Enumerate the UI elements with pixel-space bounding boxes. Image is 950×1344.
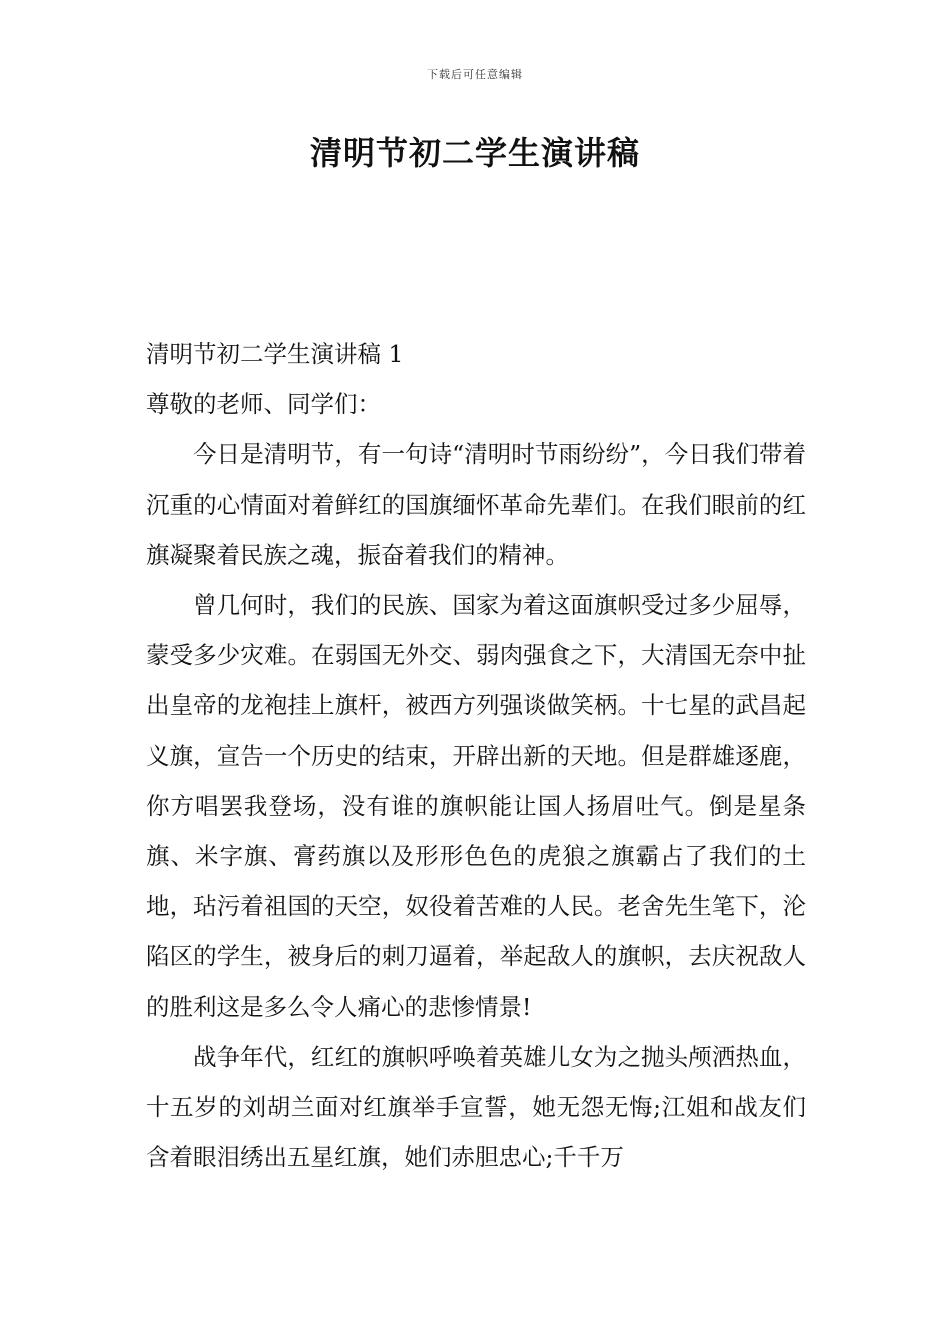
paragraph: 今日是清明节，有一句诗“清明时节雨纷纷”，今日我们带着沉重的心情面对着鲜红的国旗缅怀革命先辈们。在我们眼前的红旗凝聚着民族之魂，振奋着我们的精神。: [146, 440, 806, 569]
paragraph: 战争年代，红红的旗帜呼唤着英雄儿女为之抛头颅洒热血，十五岁的刘胡兰面对红旗举手宣誓，她无怨无悔;江姐和战友们含着眼泪绣出五星红旗，她们赤胆忠心;千千万: [146, 1042, 806, 1172]
section-heading: 清明节初二学生演讲稿 1: [146, 340, 404, 368]
salutation: 尊敬的老师、同学们：: [146, 390, 381, 419]
paragraph: 曾几何时，我们的民族、国家为着这面旗帜受过多少屈辱，蒙受多少灾难。在弱国无外交、弱肉强食之下，大清国无奈中扯出皇帝的龙袍挂上旗杆，被西方列强谈做笑柄。十七星的武昌起义旗，宣告一个历史的结束，开辟出新的天地。但是群雄逐鹿，你方唱罢我登场，没有谁的旗帜能让国人扬眉吐气。倒是星条旗、米字旗、膏药旗以及形形色色的虎狼之旗霸占了我们的土地，玷污着祖国的天空，奴役着苦难的人民。老舍先生笔下，沦陷区的学生，被身后的刺刀逼着，举起敌人的旗帜，去庆祝敌人的胜利这是多么令人痛心的悲惨情景!: [146, 591, 806, 1021]
document-body: [146, 329, 806, 1182]
header-note: 下载后可任意编辑: [427, 68, 523, 81]
document-title: 清明节初二学生演讲稿: [309, 134, 640, 172]
